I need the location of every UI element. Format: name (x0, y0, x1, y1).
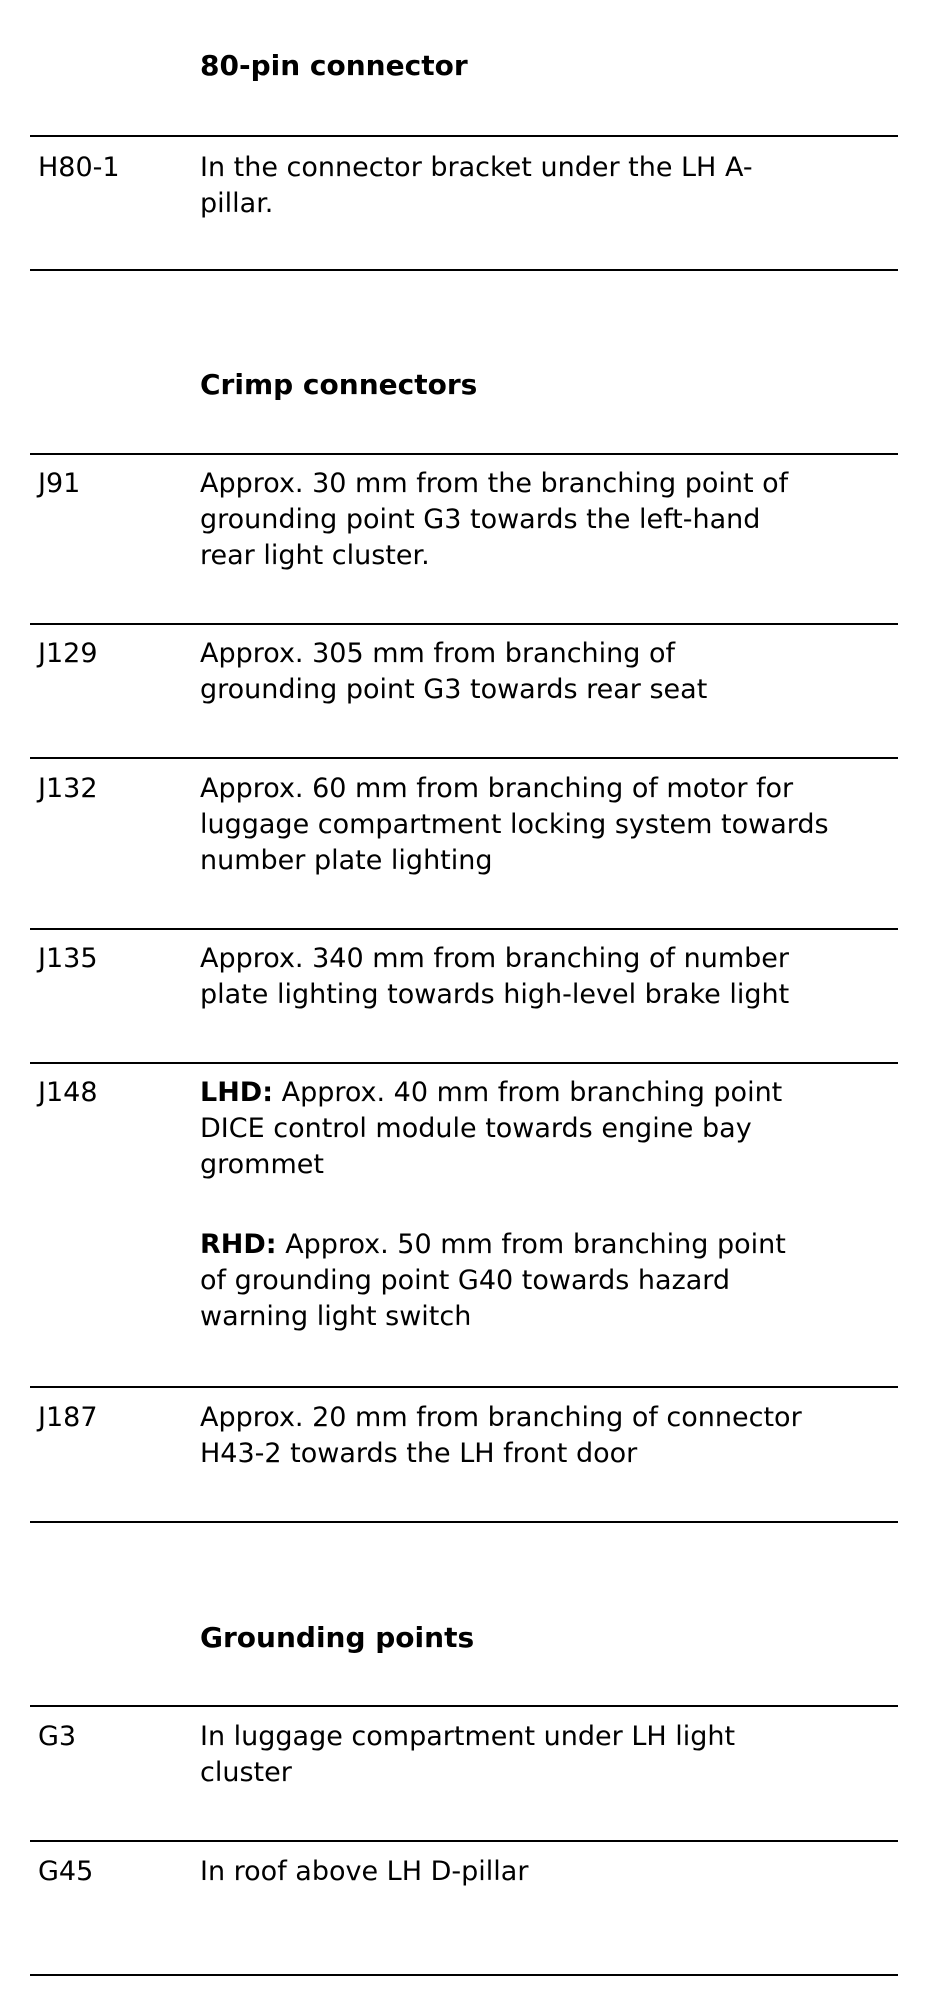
row-code-j132: J132 (38, 773, 98, 804)
row-description-j129 (200, 636, 900, 708)
rhd-label: RHD: (200, 1229, 277, 1260)
table-rule (30, 1521, 898, 1523)
description-line: luggage compartment locking system towards (200, 809, 829, 840)
row-description-g45 (200, 1854, 900, 1890)
description-line: DICE control module towards engine bay (200, 1113, 752, 1144)
row-code-j91: J91 (38, 468, 81, 499)
row-code-j129: J129 (38, 638, 98, 669)
table-rule (30, 1705, 898, 1707)
section-title-crimp-connectors: Crimp connectors (200, 368, 478, 401)
table-rule (30, 757, 898, 759)
row-description-j148-rhd (200, 1227, 900, 1335)
description-line: In luggage compartment under LH light (200, 1721, 736, 1752)
row-description-g3 (200, 1719, 900, 1791)
section-title-80-pin-connector: 80-pin connector (200, 49, 468, 82)
description-line: number plate lighting (200, 845, 493, 876)
description-line (200, 1075, 900, 1111)
description-line: In roof above LH D-pillar (200, 1856, 529, 1887)
description-line: pillar. (200, 188, 274, 219)
row-code-h80-1: H80-1 (38, 152, 120, 183)
description-line: warning light switch (200, 1301, 472, 1332)
row-description-j187 (200, 1400, 900, 1472)
table-rule (30, 1386, 898, 1388)
row-code-g3: G3 (38, 1721, 77, 1752)
lhd-label: LHD: (200, 1077, 274, 1108)
description-line: cluster (200, 1757, 292, 1788)
row-description-h80-1 (200, 150, 900, 222)
rhd-text: Approx. 50 mm from branching point (276, 1229, 786, 1260)
table-rule (30, 1840, 898, 1842)
row-code-g45: G45 (38, 1856, 94, 1887)
section-title-grounding-points: Grounding points (200, 1621, 475, 1654)
row-description-j148-lhd (200, 1075, 900, 1183)
description-line (200, 1227, 900, 1263)
description-line: plate lighting towards high-level brake light (200, 979, 790, 1010)
description-line: Approx. 60 mm from branching of motor for (200, 773, 794, 804)
table-rule (30, 928, 898, 930)
lhd-text: Approx. 40 mm from branching point (273, 1077, 783, 1108)
description-line: Approx. 30 mm from the branching point of (200, 468, 789, 499)
row-code-j148: J148 (38, 1077, 98, 1108)
description-line: Approx. 340 mm from branching of number (200, 943, 789, 974)
description-line: H43-2 towards the LH front door (200, 1438, 638, 1469)
description-line: of grounding point G40 towards hazard (200, 1265, 731, 1296)
description-line: grounding point G3 towards rear seat (200, 674, 708, 705)
row-code-j187: J187 (38, 1402, 98, 1433)
description-line: Approx. 305 mm from branching of (200, 638, 676, 669)
table-rule (30, 623, 898, 625)
row-description-j135 (200, 941, 900, 1013)
description-line: In the connector bracket under the LH A- (200, 152, 753, 183)
row-description-j132 (200, 771, 900, 879)
table-rule (30, 135, 898, 137)
row-description-j91 (200, 466, 900, 574)
table-rule (30, 453, 898, 455)
description-line: rear light cluster. (200, 540, 430, 571)
row-code-j135: J135 (38, 943, 98, 974)
table-rule (30, 1974, 898, 1976)
description-line: grounding point G3 towards the left-hand (200, 504, 761, 535)
table-rule (30, 1062, 898, 1064)
description-line: grommet (200, 1149, 324, 1180)
description-line: Approx. 20 mm from branching of connector (200, 1402, 802, 1433)
table-rule (30, 269, 898, 271)
